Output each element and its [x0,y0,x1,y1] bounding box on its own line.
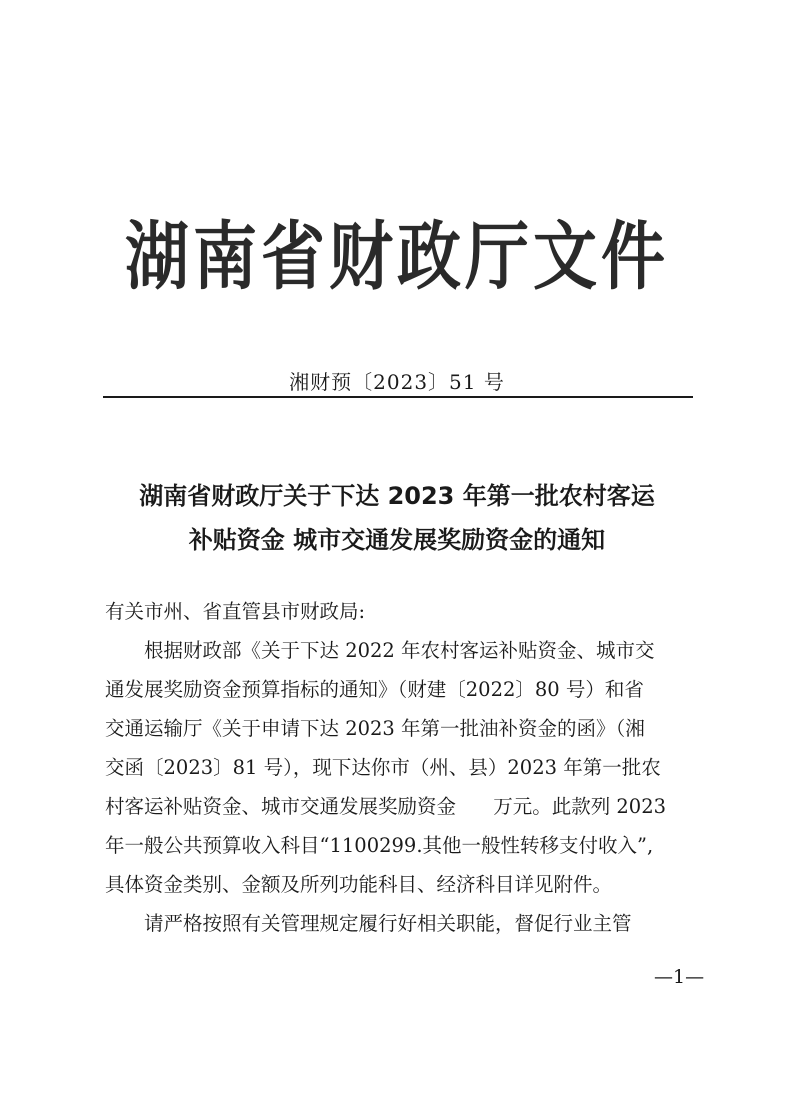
paragraph-1 [105,631,695,904]
paragraph-1-line: 具体资金类别、金额及所列功能科目、经济科目详见附件。 [105,873,613,896]
header-divider-line [103,396,693,398]
document-body [105,592,695,943]
paragraph-2 [105,904,695,943]
paragraph-1-line: 交通运输厅《关于申请下达 2023 年第一批油补资金的函》（湘 [105,717,645,740]
paragraph-2-line: 请严格按照有关管理规定履行好相关职能，督促行业主管 [144,912,632,935]
paragraph-1-line: 通发展奖励资金预算指标的通知》（财建〔2022〕80 号）和省 [105,678,644,701]
notice-title [60,474,734,562]
page-number: —1— [654,966,705,988]
salutation: 有关市州、省直管县市财政局: [105,600,366,623]
paragraph-1-line: 交函〔2023〕81 号），现下达你市（州、县）2023 年第一批农 [105,756,661,779]
paragraph-1-line: 根据财政部《关于下达 2022 年农村客运补贴资金、城市交 [144,639,655,662]
paragraph-1-line: 村客运补贴资金、城市交通发展奖励资金 万元。此款列 2023 [105,795,667,818]
document-number: 湘财预〔2023〕51 号 [289,370,505,394]
agency-header-title: 湖南省财政厅文件 [125,215,669,301]
notice-title-line-2: 补贴资金 城市交通发展奖励资金的通知 [188,526,606,554]
paragraph-1-line: 年一般公共预算收入科目“1100299.其他一般性转移支付收入”, [105,834,654,857]
notice-title-line-1: 湖南省财政厅关于下达 2023 年第一批农村客运 [139,482,655,510]
